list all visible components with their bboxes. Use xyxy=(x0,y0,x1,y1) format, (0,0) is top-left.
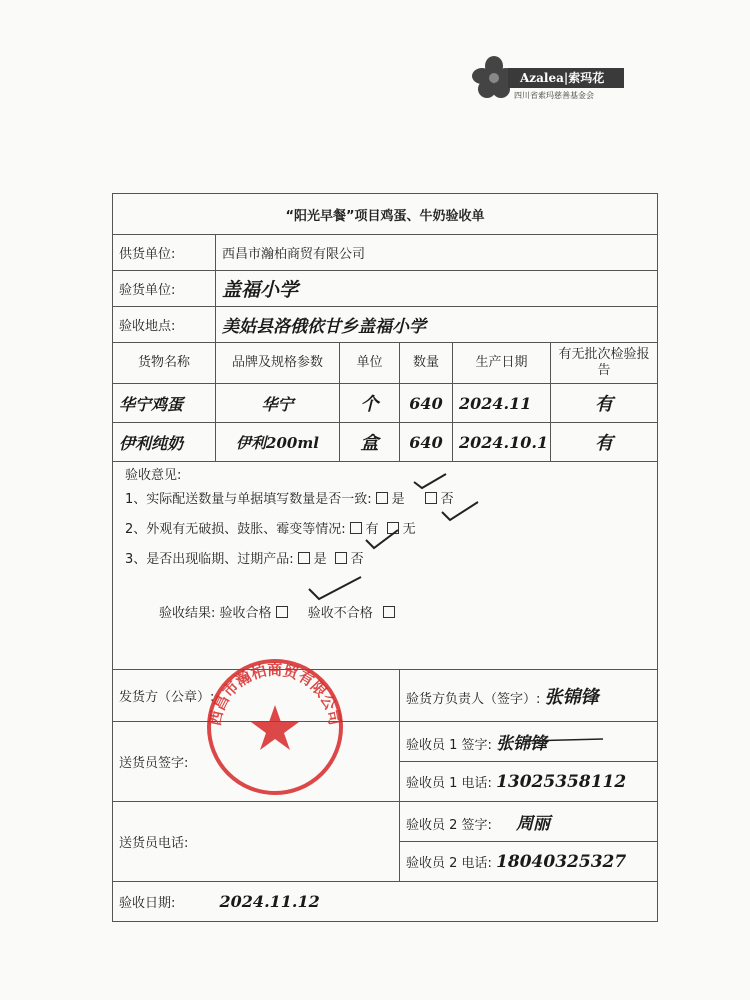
row1-goods: 华宁鸡蛋 xyxy=(119,394,184,414)
row2-unit: 盒 xyxy=(360,433,379,454)
table-row xyxy=(113,423,658,462)
inspector2-signature: 周丽 xyxy=(516,814,551,834)
question-3 xyxy=(125,548,364,567)
company-seal-icon xyxy=(200,655,350,795)
row2-brand: 伊利200ml xyxy=(236,433,319,452)
fail-label: 验收不合格 xyxy=(307,606,373,621)
row2-date: 2024.10.1 xyxy=(459,432,549,452)
row1-unit: 个 xyxy=(360,394,379,415)
q2-have-checkbox[interactable] xyxy=(350,522,362,534)
shipper-label: 发货方（公章）: xyxy=(113,670,400,722)
courier-label: 送货员签字: xyxy=(113,722,400,802)
inspector2-phone: 18040325327 xyxy=(496,851,627,872)
inspector1-signature: 张锦锋 xyxy=(496,734,548,754)
responsible-signature: 张锦锋 xyxy=(544,686,599,708)
opinion-section xyxy=(113,462,658,670)
q3-yes-checkbox[interactable] xyxy=(298,552,310,564)
inspector1-phone-cell xyxy=(400,762,658,802)
q1-yes-checkbox[interactable] xyxy=(376,492,388,504)
responsible-cell xyxy=(400,670,658,722)
opinion-label: 验收意见: xyxy=(125,468,182,483)
q3-yes-label: 是 xyxy=(313,552,327,567)
question-3-text: 3、是否出现临期、过期产品: xyxy=(125,552,294,567)
col-goods-name: 货物名称 xyxy=(113,343,216,384)
col-production-date: 生产日期 xyxy=(453,343,551,384)
q1-no-label: 否 xyxy=(440,492,454,507)
result-label: 验收结果: xyxy=(159,606,216,621)
table-row xyxy=(113,384,658,423)
q1-no-checkbox[interactable] xyxy=(425,492,437,504)
date-value: 2024.11.12 xyxy=(219,892,320,911)
strike-through-line xyxy=(525,735,605,747)
logo-brand: Azalea|索玛花 xyxy=(520,71,605,85)
q1-yes-checkmark-icon xyxy=(410,472,450,492)
q1-yes-label: 是 xyxy=(391,492,405,507)
inspector1-label: 验收员 1 签字: xyxy=(406,738,492,753)
q2-none-label: 无 xyxy=(402,522,416,537)
col-inspection-report: 有无批次检验报告 xyxy=(551,343,658,384)
row1-brand: 华宁 xyxy=(261,394,294,414)
receiver-value: 盖福小学 xyxy=(222,279,299,301)
row2-goods: 伊利纯奶 xyxy=(119,433,184,453)
row1-date: 2024.11 xyxy=(459,393,532,413)
question-1-text: 1、实际配送数量与单据填写数量是否一致: xyxy=(125,492,372,507)
q3-no-checkbox[interactable] xyxy=(335,552,347,564)
inspector1-phone: 13025358112 xyxy=(496,771,627,792)
question-2-text: 2、外观有无破损、鼓胀、霉变等情况: xyxy=(125,522,346,537)
row1-report: 有 xyxy=(595,394,614,415)
inspector2-phone-label: 验收员 2 电话: xyxy=(406,855,492,871)
col-unit: 单位 xyxy=(340,343,400,384)
courier-phone-label: 送货员电话: xyxy=(113,802,400,882)
form-title: “阳光早餐”项目鸡蛋、牛奶验收单 xyxy=(113,194,658,235)
inspection-form xyxy=(112,193,658,922)
date-cell xyxy=(113,882,658,922)
inspector2-phone-cell xyxy=(400,842,658,882)
seal-text: 西昌市瀚柏商贸有限公司 xyxy=(205,660,345,728)
location-value: 美姑县洛俄依甘乡盖福小学 xyxy=(222,317,426,337)
pass-label: 验收合格 xyxy=(219,606,272,621)
pass-checkbox[interactable] xyxy=(276,606,288,618)
row1-qty: 640 xyxy=(409,393,443,413)
inspector2-cell xyxy=(400,802,658,842)
inspector2-label: 验收员 2 签字: xyxy=(406,818,492,833)
location-label: 验收地点: xyxy=(113,307,216,343)
receiver-label: 验货单位: xyxy=(113,271,216,307)
q3-no-checkmark-icon xyxy=(362,528,402,552)
pass-checkmark-icon xyxy=(305,575,365,605)
inspector1-phone-label: 验收员 1 电话: xyxy=(406,775,492,791)
col-brand-spec: 品牌及规格参数 xyxy=(216,343,340,384)
q2-none-checkmark-icon xyxy=(438,500,482,524)
supplier-value: 西昌市瀚柏商贸有限公司 xyxy=(216,235,658,271)
fail-checkbox[interactable] xyxy=(383,606,395,618)
foundation-logo xyxy=(470,52,620,102)
responsible-label: 验货方负责人（签字）: xyxy=(406,691,541,707)
row2-report: 有 xyxy=(595,433,614,454)
col-quantity: 数量 xyxy=(400,343,453,384)
row2-qty: 640 xyxy=(409,432,443,452)
question-1 xyxy=(125,488,454,507)
logo-org: 四川省索玛慈善基金会 xyxy=(514,91,594,100)
q2-have-label: 有 xyxy=(365,522,379,537)
supplier-label: 供货单位: xyxy=(113,235,216,271)
date-label: 验收日期: xyxy=(119,896,176,911)
q3-no-label: 否 xyxy=(350,552,364,567)
